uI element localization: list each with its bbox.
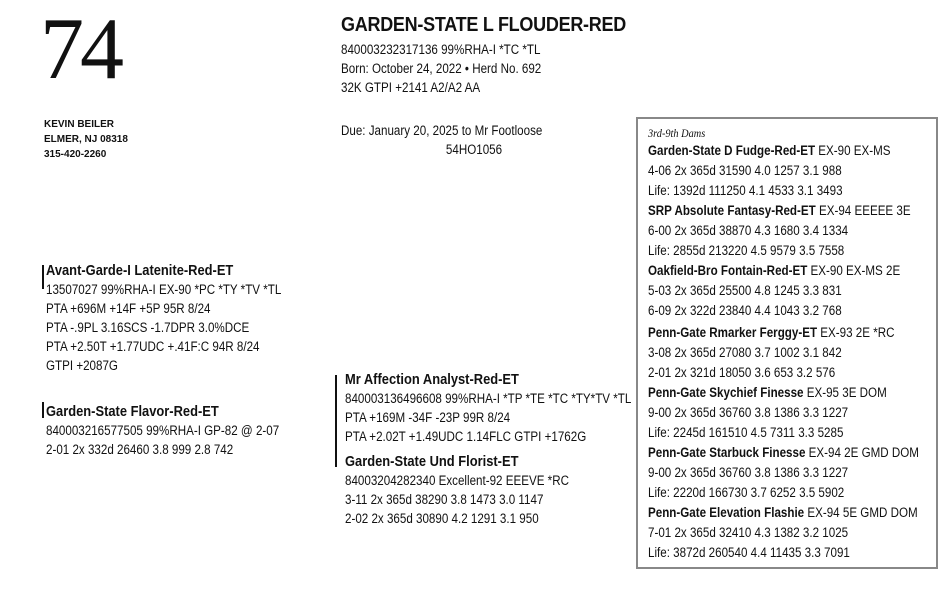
- dam-entry: [648, 443, 919, 503]
- dam-block: [46, 402, 279, 459]
- animal-info: [341, 40, 541, 97]
- dam-entry: [648, 503, 919, 563]
- pedigree-bracket: [42, 402, 44, 418]
- mgs-line: PTA +169M -34F -23P 99R 8/24: [345, 410, 511, 425]
- grand-dam-line: 84003204282340 Excellent-92 EEEVE *RC: [345, 473, 569, 488]
- dam-entry-name: Penn-Gate Skychief Finesse: [648, 385, 804, 400]
- consignor-city: ELMER, NJ 08318: [44, 134, 128, 145]
- dam-entry-line: 4-06 2x 365d 31590 4.0 1257 3.1 988: [648, 163, 842, 178]
- dam-entry: [648, 383, 919, 443]
- consignor-block: [44, 117, 128, 162]
- animal-gtpi-line: 32K GTPI +2141 A2/A2 AA: [341, 80, 481, 95]
- dam-line: 2-01 2x 332d 26460 3.8 999 2.8 742: [46, 442, 234, 457]
- grand-dam-name: Garden-State Und Florist-ET: [345, 453, 519, 470]
- dam-entry-name: Penn-Gate Starbuck Finesse: [648, 445, 806, 460]
- dam-entry-line: 7-01 2x 365d 32410 4.3 1382 3.2 1025: [648, 525, 849, 540]
- dam-entry-line: 2-01 2x 321d 18050 3.6 653 3.2 576: [648, 365, 836, 380]
- dam-entry-line: 9-00 2x 365d 36760 3.8 1386 3.3 1227: [648, 465, 849, 480]
- dam-entry-class: EX-93 2E *RC: [817, 325, 895, 340]
- dam-entry: [648, 201, 919, 261]
- dam-entry-line: 5-03 2x 365d 25500 4.8 1245 3.3 831: [648, 283, 842, 298]
- sire-line: PTA -.9PL 3.16SCS -1.7DPR 3.0%DCE: [46, 320, 250, 335]
- consignor-phone: 315-420-2260: [44, 149, 107, 160]
- dams-box: [636, 117, 938, 569]
- dam-entry-line: Life: 1392d 111250 4.1 4533 3.1 3493: [648, 183, 843, 198]
- grand-dam-block: [345, 452, 569, 528]
- due-block: [341, 121, 542, 159]
- sire-line: PTA +2.50T +1.77UDC +.41F:C 94R 8/24: [46, 339, 260, 354]
- dam-entry: [648, 141, 919, 201]
- dam-entry-class: EX-95 3E DOM: [803, 385, 887, 400]
- dam-entry-name: Penn-Gate Rmarker Ferggy-ET: [648, 325, 818, 340]
- dam-entry-class: EX-90 EX-MS 2E: [807, 263, 901, 278]
- dam-line: 840003216577505 99%RHA-I GP-82 @ 2-07: [46, 423, 280, 438]
- dam-entry: [648, 323, 919, 383]
- animal-born-line: Born: October 24, 2022 • Herd No. 692: [341, 61, 542, 76]
- pedigree-bracket: [335, 375, 337, 467]
- pedigree-bracket: [42, 265, 44, 289]
- dam-entry-line: 6-00 2x 365d 38870 4.3 1680 3.4 1334: [648, 223, 849, 238]
- dam-entry-line: Life: 3872d 260540 4.4 11435 3.3 7091: [648, 545, 850, 560]
- consignor-name: KEVIN BEILER: [44, 119, 115, 130]
- animal-id-line: 840003232317136 99%RHA-I *TC *TL: [341, 42, 541, 57]
- grand-dam-line: 3-11 2x 365d 38290 3.8 1473 3.0 1147: [345, 492, 544, 507]
- sire-line: 13507027 99%RHA-I EX-90 *PC *TY *TV *TL: [46, 282, 282, 297]
- due-code: 54HO1056: [445, 142, 503, 157]
- dam-entry-class: EX-94 EEEEE 3E: [815, 203, 911, 218]
- dam-entry-class: EX-94 2E GMD DOM: [805, 445, 919, 460]
- dams-heading: 3rd-9th Dams: [648, 126, 706, 140]
- dam-entry-line: Life: 2220d 166730 3.7 6252 3.5 5902: [648, 485, 845, 500]
- mgs-block: [345, 370, 631, 446]
- sire-name: Avant-Garde-I Latenite-Red-ET: [46, 262, 234, 279]
- sire-line: PTA +696M +14F +5P 95R 8/24: [46, 301, 211, 316]
- mgs-name: Mr Affection Analyst-Red-ET: [345, 371, 519, 388]
- mgs-line: PTA +2.02T +1.49UDC 1.14FLC GTPI +1762G: [345, 429, 587, 444]
- sire-line: GTPI +2087G: [46, 358, 118, 373]
- dam-entry-line: 6-09 2x 322d 23840 4.4 1043 3.2 768: [648, 303, 842, 318]
- dam-entry-class: EX-94 5E GMD DOM: [804, 505, 918, 520]
- dams-list: [648, 125, 919, 563]
- mgs-line: 840003136496608 99%RHA-I *TP *TE *TC *TY*TV *TL: [345, 391, 632, 406]
- animal-name: GARDEN-STATE L FLOUDER-RED: [341, 14, 626, 36]
- dam-entry-name: Garden-State D Fudge-Red-ET: [648, 143, 816, 158]
- dam-entry-line: 3-08 2x 365d 27080 3.7 1002 3.1 842: [648, 345, 842, 360]
- dam-entry-line: 9-00 2x 365d 36760 3.8 1386 3.3 1227: [648, 405, 849, 420]
- grand-dam-line: 2-02 2x 365d 30890 4.2 1291 3.1 950: [345, 511, 539, 526]
- dam-entry-line: Life: 2245d 161510 4.5 7311 3.3 5285: [648, 425, 844, 440]
- sire-block: [46, 261, 281, 375]
- dam-name: Garden-State Flavor-Red-ET: [46, 403, 219, 420]
- due-line: Due: January 20, 2025 to Mr Footloose: [341, 123, 543, 138]
- dam-entry: [648, 261, 919, 321]
- lot-number: 74: [40, 1, 120, 98]
- dam-entry-line: Life: 2855d 213220 4.5 9579 3.5 7558: [648, 243, 845, 258]
- dam-entry-name: Penn-Gate Elevation Flashie: [648, 505, 805, 520]
- dam-entry-class: EX-90 EX-MS: [815, 143, 891, 158]
- dam-entry-name: Oakfield-Bro Fontain-Red-ET: [648, 263, 808, 278]
- dam-entry-name: SRP Absolute Fantasy-Red-ET: [648, 203, 816, 218]
